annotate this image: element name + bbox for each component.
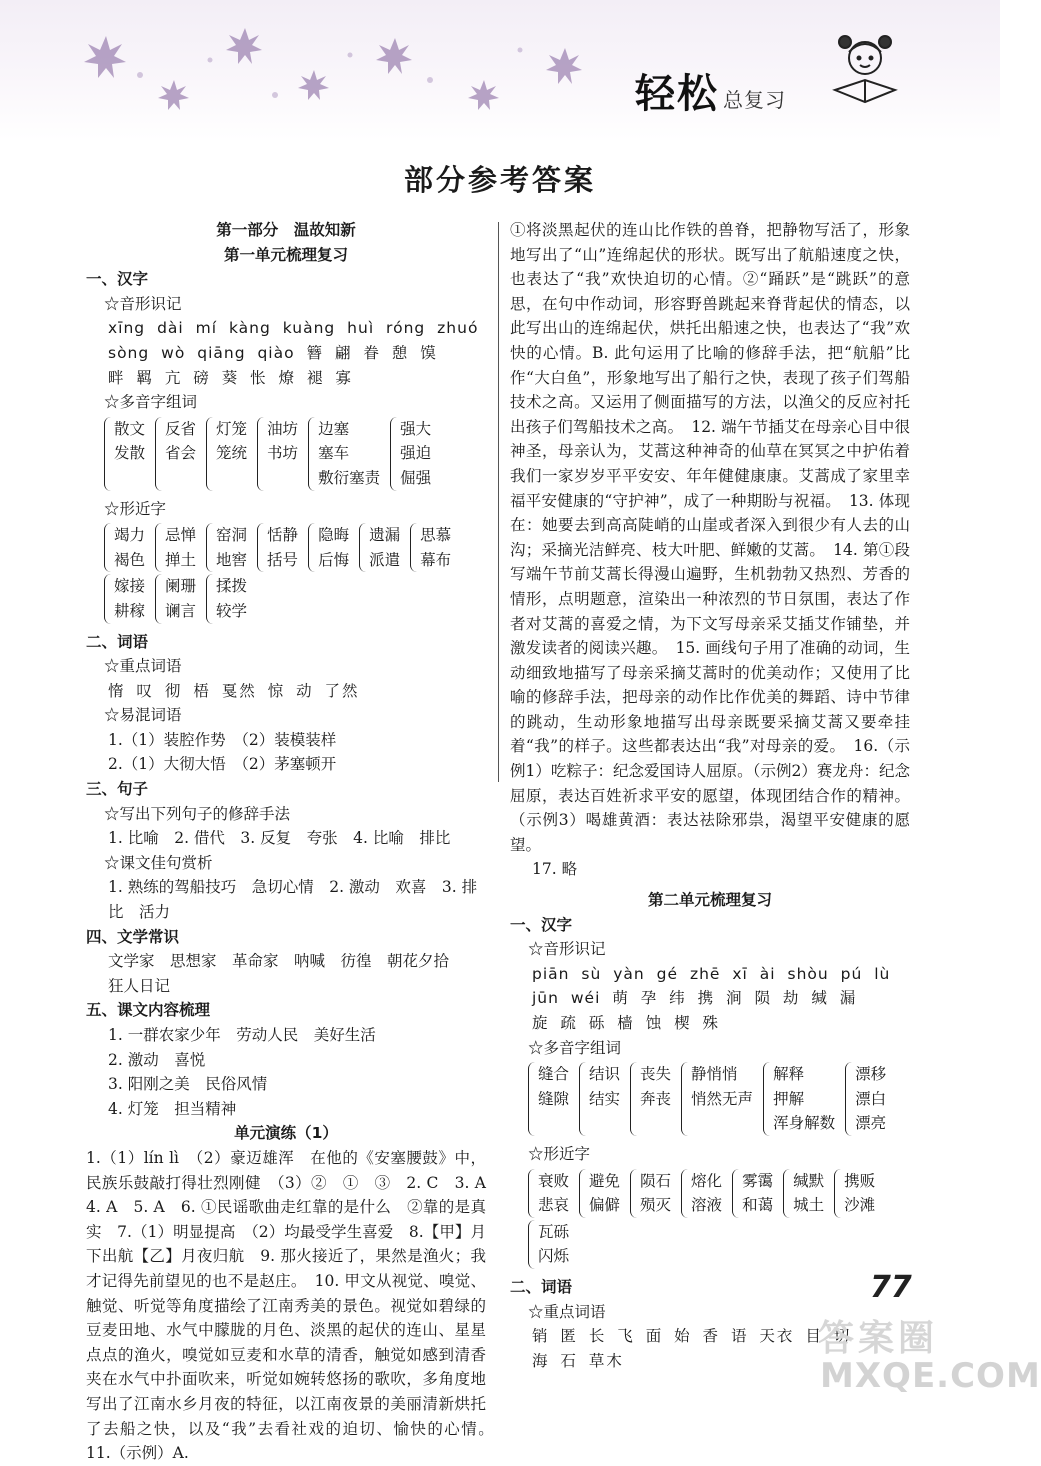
word: 闪烁 [538, 1247, 570, 1266]
answer-line: 4. 灯笼 担当精神 [108, 1099, 237, 1118]
word: 和蔼 [742, 1196, 774, 1215]
word: 瓦砾 [538, 1222, 570, 1241]
word: 漂移 [855, 1065, 887, 1084]
brace-icon [528, 1169, 535, 1218]
right-column [510, 218, 910, 1373]
word-groups-similar-chars [510, 1169, 910, 1271]
word-groups-polyphone [510, 1062, 910, 1138]
word: 较学 [216, 601, 248, 620]
word-group [834, 1169, 875, 1218]
answer-paragraph: ①将淡黑起伏的连山比作铁的兽脊，把静物写活了，形象地写出了“山”连绵起伏的形状。既写出了航船速度之快，也表达了“我”欢快迫切的心情。②“踊跃”是“跳跃”的意思，在句中作动词，形容野兽跳起来脊背起伏的情态，以此写出山的连绵起伏，烘托出船速之快，也表达了“我”欢快的心情。B. 此句运用了比喻的修辞手法，把“航船”比作“大白鱼”，形象地写出了船行之快，表现了孩子们驾船技术之高。又运用了侧面描写的方法，以渔父的反应衬托出孩子们驾船技术之高。 12. 端午节插艾在母亲心目中很神圣，母亲认为，艾蒿这种神奇的仙草在冥冥之中护佑着我们一家岁岁平平安安、年年健健康康。艾蒿成了家里幸福平安健康的“守护神”，成了一种期盼与祝福。 13. 体现在：她要去到高高陡峭的山崖或者深入到很少有人去的山沟；采摘光洁鲜亮、枝大叶肥、鲜嫩的艾蒿。 14. 第①段写端午节前艾蒿长得漫山遍野，生机勃勃又热烈、芳香的情形，点明题意，渲染出一种浓烈的节日氛围，表达了作者对艾蒿的喜爱之情，为下文写母亲采艾插艾作铺垫，并激发读者的阅读兴趣。 15. 画线句子用了准确的动词，生动细致地描写了母亲采摘艾蒿时的优美动作；又使用了比喻的修辞手法，把母亲的动作比作优美的舞蹈、诗中节律的跳动，生动形象地描写出母亲既要采摘艾蒿又要牵挂着“我”的样子。这些都表达出“我”对母亲的爱。 16.（示例1）吃粽子：纪念爱国诗人屈原。（示例2）赛龙舟：纪念屈原，表达百姓祈求平安的愿望，体现团结合作的精神。（示例3）喝雄黄酒：表达祛除邪祟，渴望平安健康的愿望。 [510, 221, 910, 854]
word: 避免 [589, 1171, 621, 1190]
word: 恬静 [267, 526, 299, 545]
brace-icon [845, 1062, 852, 1136]
word-group [206, 574, 247, 623]
answer-line: 1. 比喻 2. 借代 3. 反复 夸张 4. 比喻 排比 [108, 829, 451, 848]
brace-icon [155, 523, 162, 572]
word-group [104, 574, 145, 623]
word: 强迫 [400, 444, 432, 463]
word: 嫁接 [114, 577, 146, 596]
brace-icon [681, 1169, 688, 1218]
pinyin-line: xīng dài mí kàng kuàng huì róng zhuó [108, 319, 479, 338]
brace-icon [732, 1169, 739, 1218]
brace-icon [630, 1169, 637, 1218]
word: 漂白 [855, 1089, 887, 1108]
brace-icon [206, 523, 213, 572]
brace-icon [763, 1062, 770, 1136]
word-group [630, 1169, 671, 1218]
brace-icon [410, 523, 417, 572]
word-group [783, 1169, 824, 1218]
word: 掸土 [165, 550, 197, 569]
word: 解释 [773, 1065, 805, 1084]
character-line: 旋 疏 砾 樯 蚀 楔 殊 [532, 1014, 721, 1032]
word: 悲哀 [538, 1196, 570, 1215]
brace-icon [579, 1062, 586, 1136]
word-group [257, 417, 298, 491]
subsection-heading: ☆课文佳句赏析 [104, 853, 213, 872]
answer-line: 1. 一群农家少年 劳动人民 美好生活 [108, 1026, 376, 1044]
word-group [845, 1062, 886, 1136]
word: 丧失 [640, 1065, 672, 1084]
brace-icon [308, 523, 315, 572]
brace-icon [681, 1062, 688, 1136]
word-group [155, 574, 196, 623]
word: 缄默 [793, 1171, 825, 1190]
word: 携贩 [844, 1171, 876, 1190]
word: 结实 [589, 1089, 621, 1108]
word: 发散 [114, 444, 146, 463]
section-heading: 一、汉字 [510, 915, 573, 934]
exercise-title: 单元演练（1） [234, 1124, 338, 1143]
brace-icon [359, 523, 366, 572]
word: 敷衍塞责 [318, 468, 381, 487]
word-group [763, 1062, 835, 1136]
pinyin-line: sòng wò qiāng qiào 簪 翩 眷 憩 馍 [108, 343, 437, 362]
word-group [528, 1220, 569, 1269]
word: 反省 [165, 419, 197, 438]
word: 静悄悄 [691, 1065, 738, 1084]
word: 灯笼 [216, 419, 248, 438]
word: 派遣 [369, 550, 401, 569]
word: 雾霭 [742, 1171, 774, 1190]
brace-icon [834, 1169, 841, 1218]
word: 竭力 [114, 526, 146, 545]
brace-icon [579, 1169, 586, 1218]
word-line: 销 匿 长 飞 面 始 香 语 天衣 目 切 [532, 1327, 852, 1346]
watermark-cn: 答案圈 [818, 1318, 939, 1359]
word-group [681, 1062, 753, 1136]
book-logo [635, 62, 786, 117]
word: 城土 [793, 1196, 825, 1215]
word: 谰言 [165, 601, 197, 620]
word: 结识 [589, 1065, 621, 1084]
section-heading: 四、文学常识 [86, 927, 180, 946]
word: 省会 [165, 444, 197, 463]
logo-main-text: 轻松 [635, 71, 719, 117]
word: 阑珊 [165, 577, 197, 596]
word: 强大 [400, 419, 432, 438]
word: 陨石 [640, 1171, 672, 1190]
word: 地窖 [216, 550, 248, 569]
word: 溶液 [691, 1196, 723, 1215]
brace-icon [257, 417, 264, 491]
answer-line: 1. 熟练的驾船技巧 急切心情 2. 激动 欢喜 3. 排 [108, 878, 478, 897]
word-group [104, 417, 145, 491]
section-heading: 三、句子 [86, 780, 149, 799]
brace-icon [528, 1062, 535, 1136]
word: 耕稼 [114, 601, 146, 620]
word-group [308, 523, 349, 572]
subsection-heading: ☆多音字组词 [104, 393, 198, 412]
unit-title: 第二单元梳理复习 [647, 891, 772, 910]
brace-icon [783, 1169, 790, 1218]
subsection-heading: ☆重点词语 [528, 1302, 606, 1321]
section-heading: 五、课文内容梳理 [86, 1001, 211, 1020]
word-group [206, 417, 247, 491]
answer-line: 2.（1）大彻大悟 （2）茅塞顿开 [108, 755, 337, 774]
page-title: 部分参考答案 [403, 163, 596, 197]
word-group [104, 523, 145, 572]
brace-icon [206, 574, 213, 623]
section-heading: 二、词语 [86, 632, 149, 651]
word: 褐色 [114, 550, 146, 569]
word-groups-polyphone [86, 417, 486, 493]
subsection-heading: ☆写出下列句子的修辞手法 [104, 804, 291, 823]
word-line: 海 石 草木 [532, 1351, 624, 1370]
subsection-heading: ☆易混词语 [104, 706, 182, 725]
brace-icon [155, 574, 162, 623]
word: 倔强 [400, 468, 432, 487]
word: 边塞 [318, 419, 350, 438]
word-group [410, 523, 451, 572]
pinyin-line: piān sù yàn gé zhē xī ài shòu pú lù [532, 964, 891, 983]
brace-icon [104, 574, 111, 623]
section-heading: 一、汉字 [86, 270, 149, 289]
exercise-answers: 1.（1）lín lì （2）豪迈雄浑 在他的《安塞腰鼓》中，民族乐鼓敲打得壮烈刚健 （3）② ① ③ 2. C 3. A 4. A 5. A 6. ①民谣歌曲走红靠的是什么 ②靠的是真实 7.（1）明显提高 （2）均最受学生喜爱 8.【甲】月下出航【乙】月夜归航 9. 那火接近了，果然是渔火；我才记得先前望见的也不是赵庄。 10. 甲文从视觉、嗅觉、触觉、听觉等角度描绘了江南秀美的景色。视觉如碧绿的豆麦田地、水气中朦胧的月色、淡黑的起伏的连山、星星点点的渔火，嗅觉如豆麦和水草的清香，触觉如感到清香夹在水气中扑面吹来，听觉如婉转悠扬的歌吹，多角度地写出了江南水乡月夜的特征，以江南夜景的美丽清新烘托了去船之快，以及“我”去看社戏的迫切、愉快的心情。 11.（示例）A. [86, 1148, 502, 1463]
word: 缝隙 [538, 1089, 570, 1108]
word: 殒灭 [640, 1196, 672, 1215]
subsection-heading: ☆重点词语 [104, 657, 182, 676]
character-line: 畔 羁 亢 磅 葵 怅 燎 褪 寡 [108, 368, 353, 387]
watermark-en: MXQE.COM [820, 1356, 1041, 1396]
word: 油坊 [267, 419, 299, 438]
word: 衰败 [538, 1171, 570, 1190]
word-group [579, 1169, 620, 1218]
brace-icon [257, 523, 264, 572]
word-group [206, 523, 247, 572]
word-group [390, 417, 431, 491]
part-title: 第一部分 温故知新 [216, 221, 356, 239]
word: 熔化 [691, 1171, 723, 1190]
word: 揉拨 [216, 577, 248, 596]
word: 遗漏 [369, 526, 401, 545]
column-divider [498, 222, 499, 782]
word: 缝合 [538, 1065, 570, 1084]
word-group [630, 1062, 671, 1136]
subsection-heading: ☆形近字 [104, 499, 167, 518]
word: 忌惮 [165, 526, 197, 545]
answer-line: 2. 激动 喜悦 [108, 1050, 206, 1069]
unit-title: 第一单元梳理复习 [223, 245, 348, 264]
section-heading: 二、词语 [510, 1277, 573, 1296]
word-groups-similar-chars [86, 523, 486, 625]
word: 漂亮 [855, 1114, 887, 1133]
word-group [681, 1169, 722, 1218]
word: 奔丧 [640, 1089, 672, 1108]
word-group [308, 417, 380, 491]
brace-icon [104, 417, 111, 491]
brace-icon [155, 417, 162, 491]
page-number: 77 [870, 1270, 912, 1305]
brace-icon [528, 1220, 535, 1269]
word: 隐晦 [318, 526, 350, 545]
pinyin-line: jūn wéi 萌 孕 纬 携 涧 陨 劫 缄 漏 [532, 989, 857, 1008]
word-group [257, 523, 298, 572]
word: 浑身解数 [773, 1114, 836, 1133]
subsection-heading: ☆音形识记 [104, 294, 182, 313]
word: 括号 [267, 550, 299, 569]
answer-line: 比 活力 [108, 903, 171, 922]
brace-icon [390, 417, 397, 491]
word-line: 惰 叹 彻 梧 戛然 惊 动 了然 [108, 681, 360, 700]
answer-line: 17. 略 [532, 860, 578, 879]
subsection-heading: ☆多音字组词 [528, 1038, 622, 1057]
brace-icon [630, 1062, 637, 1136]
word: 窑洞 [216, 526, 248, 545]
brace-icon [104, 523, 111, 572]
lavender-flowers-decoration [60, 20, 620, 120]
word: 后悔 [318, 550, 350, 569]
word: 偏僻 [589, 1196, 621, 1215]
word-group [528, 1169, 569, 1218]
word: 散文 [114, 419, 146, 438]
kid-reading-mascot-icon [815, 30, 915, 110]
word: 笼统 [216, 444, 248, 463]
word-group [579, 1062, 620, 1136]
word-group [528, 1062, 569, 1136]
left-column [86, 218, 502, 1466]
subsection-heading: ☆形近字 [528, 1144, 591, 1163]
word: 书坊 [267, 444, 299, 463]
word-group [155, 523, 196, 572]
subsection-heading: ☆音形识记 [528, 940, 606, 959]
answer-line: 文学家 思想家 革命家 呐喊 彷徨 朝花夕拾 [108, 952, 450, 971]
word: 幕布 [420, 550, 452, 569]
answer-line: 1.（1）装腔作势 （2）装模装样 [108, 730, 337, 749]
answer-line: 3. 阳刚之美 民俗风情 [108, 1075, 268, 1094]
word: 押解 [773, 1089, 805, 1108]
logo-sub-text: 总复习 [723, 88, 786, 112]
word-group [359, 523, 400, 572]
word: 沙滩 [844, 1196, 876, 1215]
brace-icon [308, 417, 315, 491]
answer-line: 狂人日记 [108, 976, 171, 995]
word: 思慕 [420, 526, 452, 545]
word: 悄然无声 [691, 1089, 754, 1108]
brace-icon [206, 417, 213, 491]
word-group [155, 417, 196, 491]
word-group [732, 1169, 773, 1218]
word: 塞车 [318, 444, 350, 463]
